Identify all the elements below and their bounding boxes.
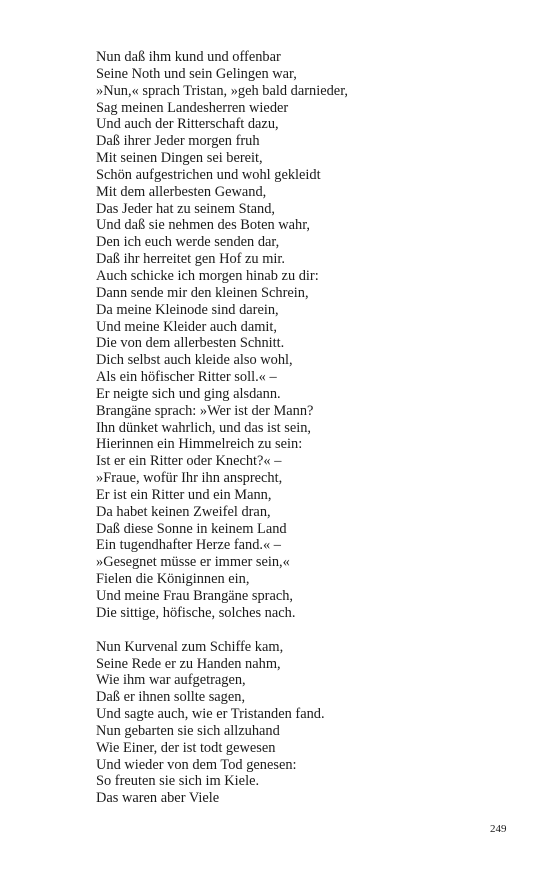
poem-line: Und sagte auch, wie er Tristanden fand. <box>96 706 325 723</box>
poem-line: Und meine Frau Brangäne sprach, <box>96 588 294 604</box>
poem-line: Dich selbst auch kleide also wohl, <box>96 352 293 369</box>
poem-line: Und meine Kleider auch damit, <box>96 318 278 335</box>
poem-line: Er neigte sich und ging alsdann. <box>96 385 281 402</box>
stanza-1 <box>96 49 516 622</box>
poem-line: Das Jeder hat zu seinem Stand, <box>96 200 276 217</box>
poem-line: Nun daß ihm kund und offenbar <box>96 49 281 65</box>
poem-line: Er ist ein Ritter und ein Mann, <box>96 486 272 503</box>
poem-line: Mit dem allerbesten Gewand, <box>96 183 267 200</box>
poem-line: Ihn dünket wahrlich, und das ist sein, <box>96 419 312 436</box>
poem-line: Und daß sie nehmen des Boten wahr, <box>96 217 311 234</box>
poem-line: So freuten sie sich im Kiele. <box>96 773 260 790</box>
poem-line: Daß ihrer Jeder morgen fruh <box>96 133 260 150</box>
poem-line: Sag meinen Landesherren wieder <box>96 99 289 116</box>
poem-line: Daß er ihnen sollte sagen, <box>96 689 246 706</box>
poem-line: »Nun,« sprach Tristan, »geh bald darnieder, <box>96 82 349 99</box>
poem-line: »Fraue, wofür Ihr ihn ansprecht, <box>96 470 283 487</box>
poem-line: Da habet keinen Zweifel dran, <box>96 503 271 520</box>
poem-line: Nun Kurvenal zum Schiffe kam, <box>96 638 284 655</box>
poem-line: Mit seinen Dingen sei bereit, <box>96 150 263 167</box>
poem-line: Das waren aber Viele <box>96 790 220 807</box>
poem-line: Daß ihr herreitet gen Hof zu mir. <box>96 251 286 268</box>
poem-line: Seine Rede er zu Handen nahm, <box>96 655 281 672</box>
poem-line: »Gesegnet müsse er immer sein,« <box>96 554 290 571</box>
poem-line: Die sittige, höfische, solches nach. <box>96 604 296 621</box>
poem-line: Fielen die Königinnen ein, <box>96 571 250 588</box>
poem-line: Da meine Kleinode sind darein, <box>96 301 279 318</box>
stanza-2 <box>96 639 516 807</box>
poem-line: Hierinnen ein Himmelreich zu sein: <box>96 436 303 453</box>
poem-text <box>96 49 516 807</box>
poem-line: Seine Noth und sein Gelingen war, <box>96 65 297 82</box>
poem-line: Wie Einer, der ist todt gewesen <box>96 739 276 756</box>
poem-line: Wie ihm war aufgetragen, <box>96 672 246 689</box>
poem-line: Die von dem allerbesten Schnitt. <box>96 335 285 352</box>
poem-line: Und wieder von dem Tod genesen: <box>96 756 297 773</box>
poem-line: Nun gebarten sie sich allzuhand <box>96 722 280 739</box>
poem-line: Ein tugendhafter Herze fand.« – <box>96 537 281 554</box>
poem-line: Ist er ein Ritter oder Knecht?« – <box>96 453 282 470</box>
poem-line: Den ich euch werde senden dar, <box>96 234 280 251</box>
page-number: 249 <box>490 823 507 835</box>
poem-line: Brangäne sprach: »Wer ist der Mann? <box>96 402 314 419</box>
poem-line: Dann sende mir den kleinen Schrein, <box>96 284 309 301</box>
poem-line: Auch schicke ich morgen hinab zu dir: <box>96 267 319 284</box>
poem-line: Schön aufgestrichen und wohl gekleidt <box>96 166 321 183</box>
poem-line: Und auch der Ritterschaft dazu, <box>96 116 279 133</box>
poem-line: Daß diese Sonne in keinem Land <box>96 520 287 537</box>
poem-line: Als ein höfischer Ritter soll.« – <box>96 369 277 386</box>
